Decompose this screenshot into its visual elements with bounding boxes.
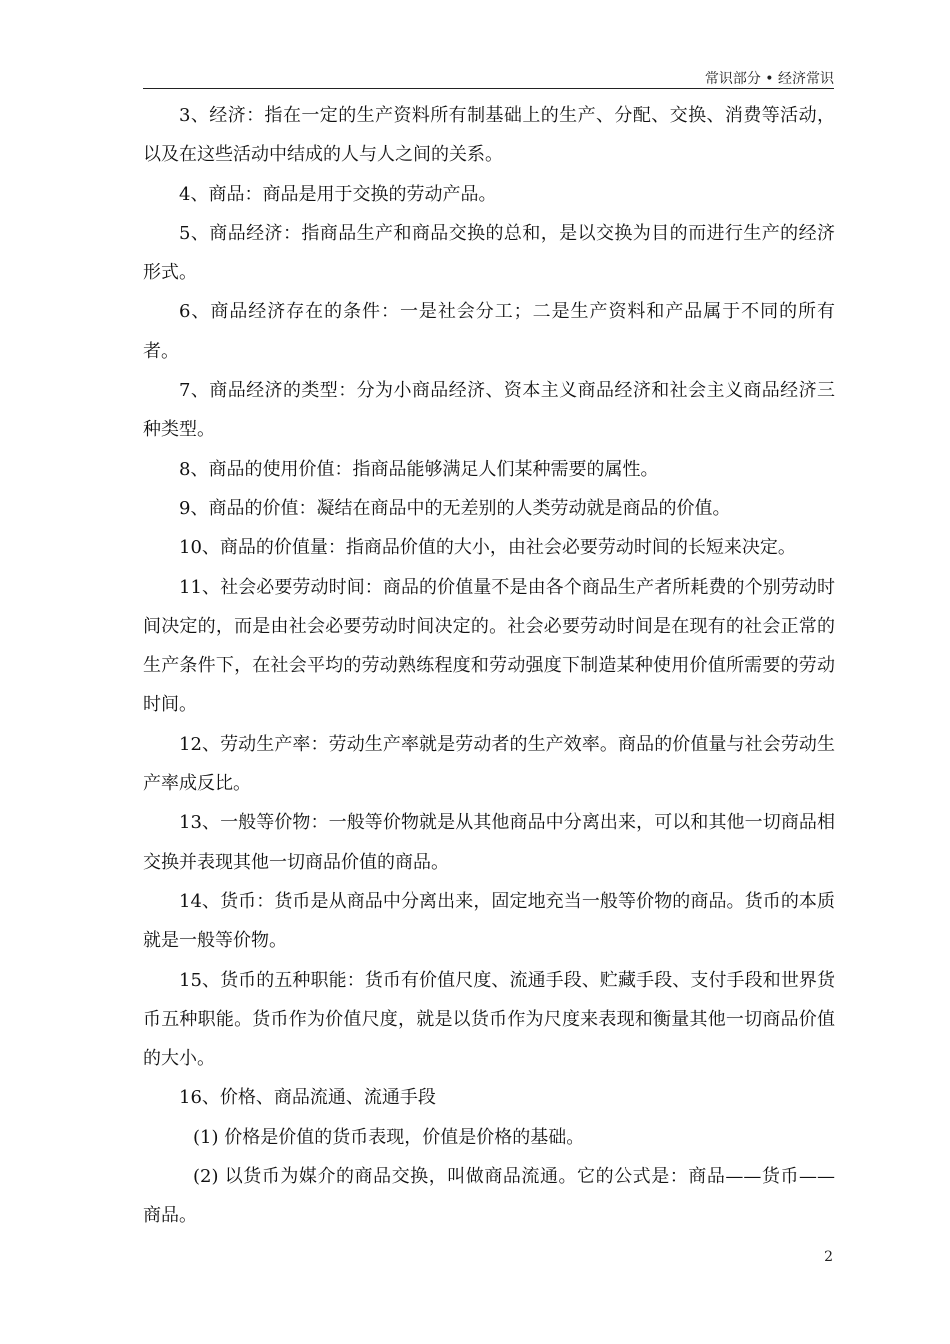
sub-item-1: (1) 价格是价值的货币表现，价值是价格的基础。 <box>193 1126 585 1148</box>
paragraph-15-currency-functions: 15、货币的五种职能：货币有价值尺度、流通手段、贮藏手段、支付手段和世界货币五种职能。货币作为价值尺度，就是以货币作为尺度来表现和衡量其他一切商品价值的大小。 <box>143 969 835 1070</box>
paragraph-9-value: 9、商品的价值：凝结在商品中的无差别的人类劳动就是商品的价值。 <box>179 497 731 519</box>
paragraph-5-commodity-economy: 5、商品经济：指商品生产和商品交换的总和，是以交换为目的而进行生产的经济形式。 <box>143 222 835 284</box>
paragraph-6-conditions: 6、商品经济存在的条件：一是社会分工；二是生产资料和产品属于不同的所有者。 <box>143 301 835 362</box>
paragraph-16-price-circulation: 16、价格、商品流通、流通手段 <box>179 1087 436 1109</box>
paragraph-14-currency: 14、货币：货币是从商品中分离出来，固定地充当一般等价物的商品。货币的本质就是一般等价物。 <box>143 890 835 952</box>
page-header <box>143 66 834 89</box>
header-title: 常识部分 • 经济常识 <box>704 71 834 87</box>
paragraph-11-labor-time: 11、社会必要劳动时间：商品的价值量不是由各个商品生产者所耗费的个别劳动时间决定的，而是由社会必要劳动时间决定的。社会必要劳动时间是在现有的社会正常的生产条件下，在社会平均的劳动熟练程度和劳动强度下制造某种使用价值所需要的劳动时间。 <box>143 576 835 716</box>
paragraph-13-equivalent: 13、一般等价物：一般等价物就是从其他商品中分离出来，可以和其他一切商品相交换并表现其他一切商品价值的商品。 <box>143 812 835 873</box>
paragraph-3-economy: 3、经济：指在一定的生产资料所有制基础上的生产、分配、交换、消费等活动，以及在这些活动中结成的人与人之间的关系。 <box>143 105 835 166</box>
paragraph-10-value-quantity: 10、商品的价值量：指商品价值的大小，由社会必要劳动时间的长短来决定。 <box>179 537 796 559</box>
document-body <box>143 96 835 1236</box>
paragraph-8-use-value: 8、商品的使用价值：指商品能够满足人们某种需要的属性。 <box>179 458 659 480</box>
page-number: 2 <box>824 1249 833 1265</box>
paragraph-12-productivity: 12、劳动生产率：劳动生产率就是劳动者的生产效率。商品的价值量与社会劳动生产率成反比。 <box>143 733 835 795</box>
paragraph-4-commodity: 4、商品：商品是用于交换的劳动产品。 <box>179 183 497 205</box>
paragraph-7-types: 7、商品经济的类型：分为小商品经济、资本主义商品经济和社会主义商品经济三种类型。 <box>143 380 835 441</box>
sub-item-2: (2) 以货币为媒介的商品交换，叫做商品流通。它的公式是：商品——货币——商品。 <box>143 1166 835 1227</box>
